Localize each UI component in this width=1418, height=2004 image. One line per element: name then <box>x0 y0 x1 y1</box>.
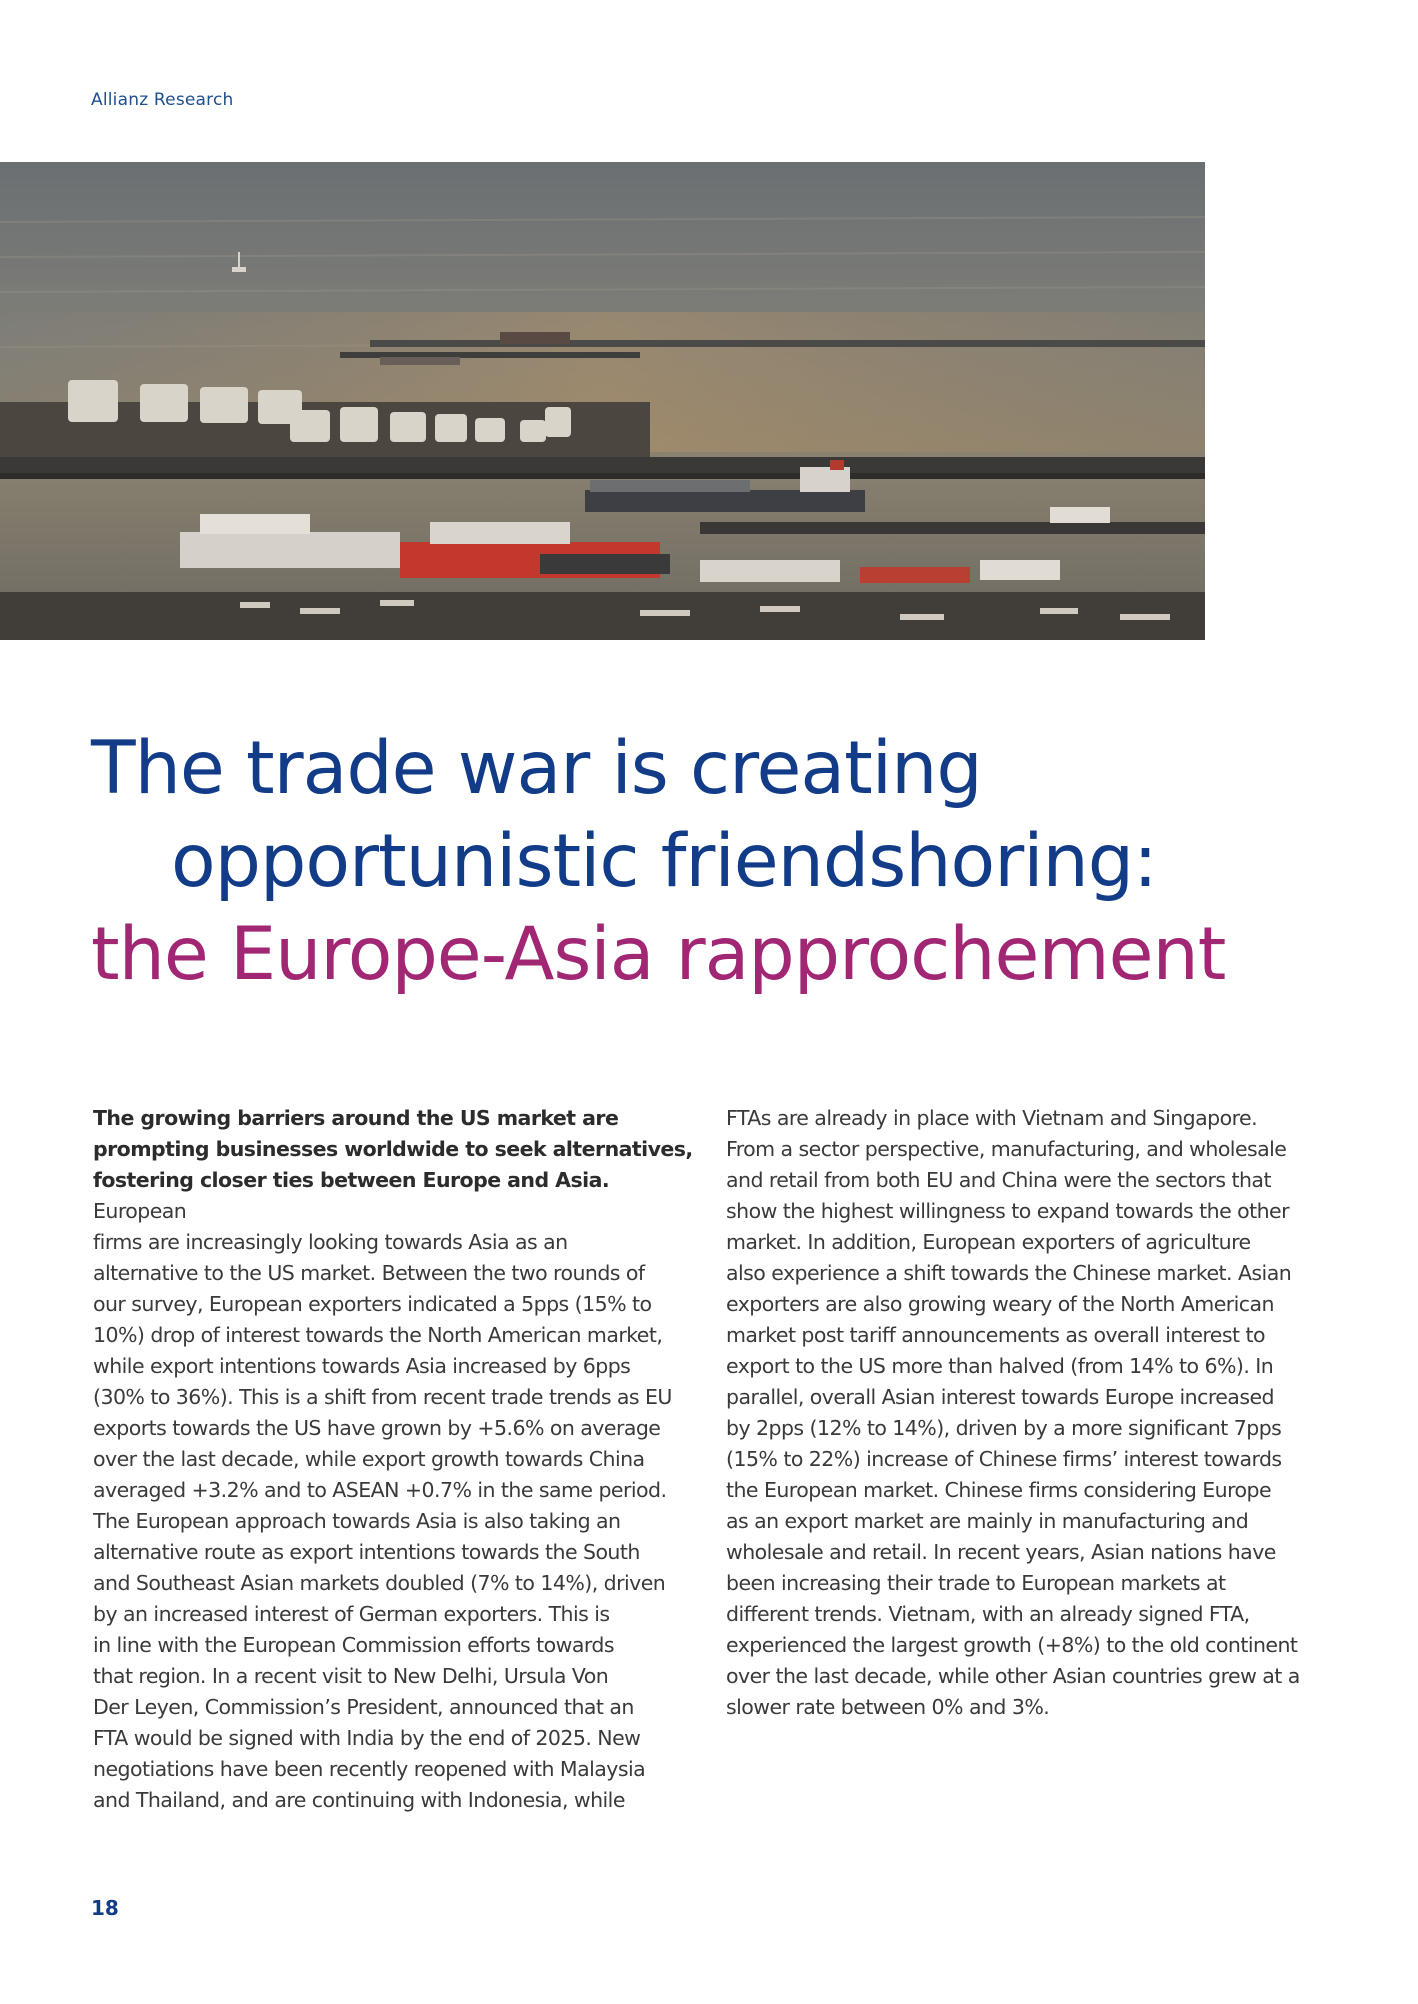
report-brand-label: Allianz Research <box>91 90 234 110</box>
lead-paragraph: The growing barriers around the US market are prompting businesses worldwide to seek alternatives, fostering closer ties between Europe and Asia. <box>93 1106 693 1192</box>
article-headline <box>91 722 1341 1001</box>
body-text-right: FTAs are already in place with Vietnam and Singapore. From a sector perspective, manufacturing, and wholesale and retail from both EU and China were the sectors that show the highest willingness to expand towards the other market. In addition, European exporters of agriculture also experience a shift towards the Chinese market. Asian exporters are also growing weary of the North American market post tariff announcements as overall interest to export to the US more than halved (from 14% to 6%). In parallel, overall Asian interest towards Europe increased by 2pps (12% to 14%), driven by a more significant 7pps (15% to 22%) increase of Chinese firms’ interest towards the European market. Chinese firms considering Europe as an export market are mainly in manufacturing and wholesale and retail. In recent years, Asian nations have been increasing their trade to European markets at different trends. Vietnam, with an already signed FTA, experienced the largest growth (+8%) to the old continent over the last decade, while other Asian countries grew at a slower rate between 0% and 3%. <box>726 1106 1300 1719</box>
headline-line-1: The trade war is creating <box>91 726 982 811</box>
headline-line-3: the Europe-Asia rapprochement <box>91 912 1226 997</box>
body-column-right <box>726 1103 1351 1723</box>
page-number: 18 <box>91 1896 119 1920</box>
body-column-left <box>93 1103 703 1816</box>
harbor-photo <box>0 162 1205 640</box>
headline-line-2: opportunistic friendshoring: <box>171 819 1157 904</box>
body-text-left: European firms are increasingly looking towards Asia as an alternative to the US market. Between the two rounds of our survey, European exporters indicated a 5pps (15% to 10%) drop of interest towards the North American market, while export intentions towards Asia increased by 6pps (30% to 36%). This is a shift from recent trade trends as EU exports towards the US have grown by +5.6% on average over the last decade, while export growth towards China averaged +3.2% and to ASEAN +0.7% in the same period. The European approach towards Asia is also taking an alternative route as export intentions towards the South and Southeast Asian markets doubled (7% to 14%), driven by an increased interest of German exporters. This is in line with the European Commission efforts towards that region. In a recent visit to New Delhi, Ursula Von Der Leyen, Commission’s President, announced that an FTA would be signed with India by the end of 2025. New negotiations have been recently reopened with Malaysia and Thailand, and are continuing with Indonesia, while <box>93 1199 672 1812</box>
